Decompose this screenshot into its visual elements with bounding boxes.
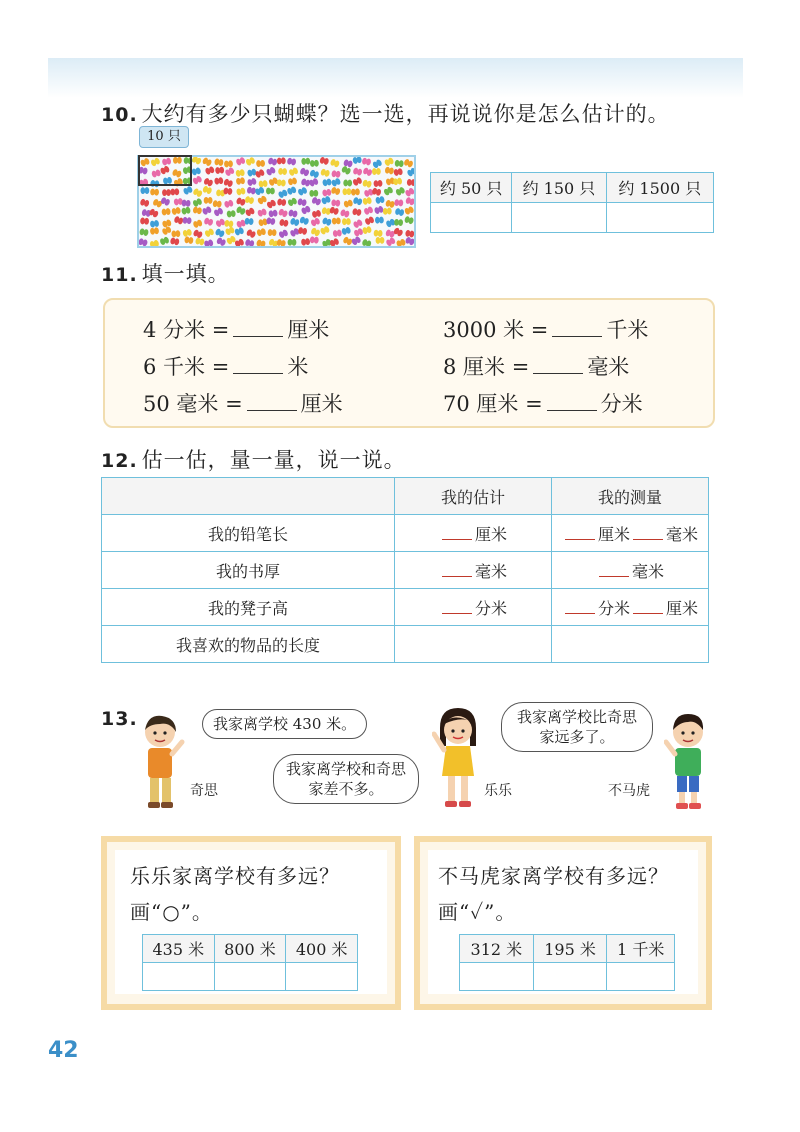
- equation: [443, 351, 629, 381]
- measure-cell[interactable]: [552, 589, 709, 626]
- header-band: [48, 58, 743, 98]
- question-number: 12.: [101, 450, 138, 472]
- panel-instruction: 画“○”。: [130, 900, 213, 924]
- estimate-cell[interactable]: [395, 626, 552, 663]
- equation: [143, 314, 329, 344]
- equation-unit: 厘米: [300, 392, 343, 416]
- panel-question: 乐乐家离学校有多远？: [130, 864, 340, 888]
- question-12-title: [101, 444, 406, 474]
- bumahu-options-table: [459, 934, 675, 991]
- equation-left: 6 千米 =: [143, 355, 230, 379]
- question-11-title: [101, 258, 230, 288]
- question-text: 估一估，量一量，说一说。: [141, 448, 406, 472]
- answer-blank[interactable]: [599, 563, 629, 577]
- answer-blank[interactable]: [633, 600, 663, 614]
- speech-bubble-lele: 我家离学校和奇思家差不多。: [273, 754, 419, 804]
- answer-blank[interactable]: [442, 563, 472, 577]
- equation-unit: 千米: [606, 318, 649, 342]
- equation-left: 8 厘米 =: [443, 355, 530, 379]
- question-10-title: [101, 98, 670, 128]
- measurement-table: [101, 477, 709, 663]
- answer-cell[interactable]: [143, 963, 215, 991]
- unit-label: 分米: [597, 598, 630, 618]
- answer-cell[interactable]: [460, 963, 534, 991]
- option-cell: 435 米: [143, 935, 215, 963]
- row-item: 我的凳子高: [102, 589, 395, 626]
- unit-label: 厘米: [474, 524, 507, 544]
- sample-count-tag: 10 只: [139, 126, 189, 148]
- answer-blank[interactable]: [442, 526, 472, 540]
- name-qisi: 奇思: [190, 783, 218, 799]
- answer-blank[interactable]: [565, 526, 595, 540]
- header-estimate: 我的估计: [395, 478, 552, 515]
- option-150: 约 150 只: [512, 173, 606, 203]
- option-1500: 约 1500 只: [606, 173, 713, 203]
- equation: [443, 314, 648, 344]
- measure-cell[interactable]: [552, 515, 709, 552]
- answer-cell[interactable]: [214, 963, 286, 991]
- option-cell: 312 米: [460, 935, 534, 963]
- answer-cell[interactable]: [606, 203, 713, 233]
- unit-label: 厘米: [597, 524, 630, 544]
- speech-bubble-qisi: 我家离学校 430 米。: [202, 709, 367, 739]
- row-item: 我的铅笔长: [102, 515, 395, 552]
- answer-cell[interactable]: [607, 963, 675, 991]
- unit-label: 毫米: [666, 524, 699, 544]
- question-text: 大约有多少只蝴蝶？选一选，再说说你是怎么估计的。: [141, 102, 670, 126]
- answer-blank[interactable]: [633, 526, 663, 540]
- estimate-options-table: [430, 172, 714, 233]
- option-50: 约 50 只: [431, 173, 512, 203]
- boy-qisi-illustration: [136, 712, 188, 812]
- answer-blank[interactable]: [442, 600, 472, 614]
- estimate-cell[interactable]: [395, 515, 552, 552]
- option-cell: 1 千米: [607, 935, 675, 963]
- measure-cell[interactable]: [552, 626, 709, 663]
- question-number: 13.: [101, 708, 138, 730]
- question-number: 10.: [101, 104, 138, 126]
- answer-cell[interactable]: [286, 963, 358, 991]
- row-item: 我的书厚: [102, 552, 395, 589]
- question-text: 填一填。: [141, 262, 230, 286]
- unit-label: 毫米: [474, 561, 507, 581]
- unit-label: 分米: [474, 598, 507, 618]
- page-number: 42: [48, 1038, 79, 1063]
- answer-blank[interactable]: [552, 319, 602, 337]
- girl-lele-illustration: [432, 706, 482, 812]
- option-cell: 195 米: [533, 935, 607, 963]
- equation-unit: 毫米: [587, 355, 630, 379]
- equation-unit: 分米: [600, 392, 643, 416]
- equation: [143, 388, 343, 418]
- equation-unit: 厘米: [287, 318, 330, 342]
- answer-blank[interactable]: [247, 393, 297, 411]
- sample-region-box: [138, 155, 192, 186]
- name-bumahu: 不马虎: [608, 783, 650, 799]
- answer-blank[interactable]: [533, 356, 583, 374]
- panel-question: 不马虎家离学校有多远？: [438, 864, 669, 888]
- answer-blank[interactable]: [233, 319, 283, 337]
- measure-cell[interactable]: [552, 552, 709, 589]
- row-item: 我喜欢的物品的长度: [102, 626, 395, 663]
- name-lele: 乐乐: [484, 783, 512, 799]
- lele-options-table: [142, 934, 358, 991]
- header-cell: [102, 478, 395, 515]
- estimate-cell[interactable]: [395, 589, 552, 626]
- answer-cell[interactable]: [512, 203, 606, 233]
- answer-cell[interactable]: [533, 963, 607, 991]
- equation-left: 70 厘米 =: [443, 392, 543, 416]
- equation: [143, 351, 308, 381]
- answer-blank[interactable]: [565, 600, 595, 614]
- option-cell: 800 米: [214, 935, 286, 963]
- equation-left: 50 毫米 =: [143, 392, 243, 416]
- panel-instruction: 画“✓”。: [438, 900, 517, 924]
- unit-label: 毫米: [631, 561, 664, 581]
- estimate-cell[interactable]: [395, 552, 552, 589]
- answer-blank[interactable]: [547, 393, 597, 411]
- equation-left: 3000 米 =: [443, 318, 549, 342]
- equation-left: 4 分米 =: [143, 318, 230, 342]
- question-number: 11.: [101, 264, 138, 286]
- header-measure: 我的测量: [552, 478, 709, 515]
- answer-blank[interactable]: [233, 356, 283, 374]
- option-cell: 400 米: [286, 935, 358, 963]
- equation: [443, 388, 643, 418]
- equation-unit: 米: [287, 355, 309, 379]
- boy-bumahu-illustration: [664, 710, 712, 812]
- answer-cell[interactable]: [431, 203, 512, 233]
- unit-label: 厘米: [666, 598, 699, 618]
- speech-bubble-bumahu: 我家离学校比奇思家远多了。: [501, 702, 653, 752]
